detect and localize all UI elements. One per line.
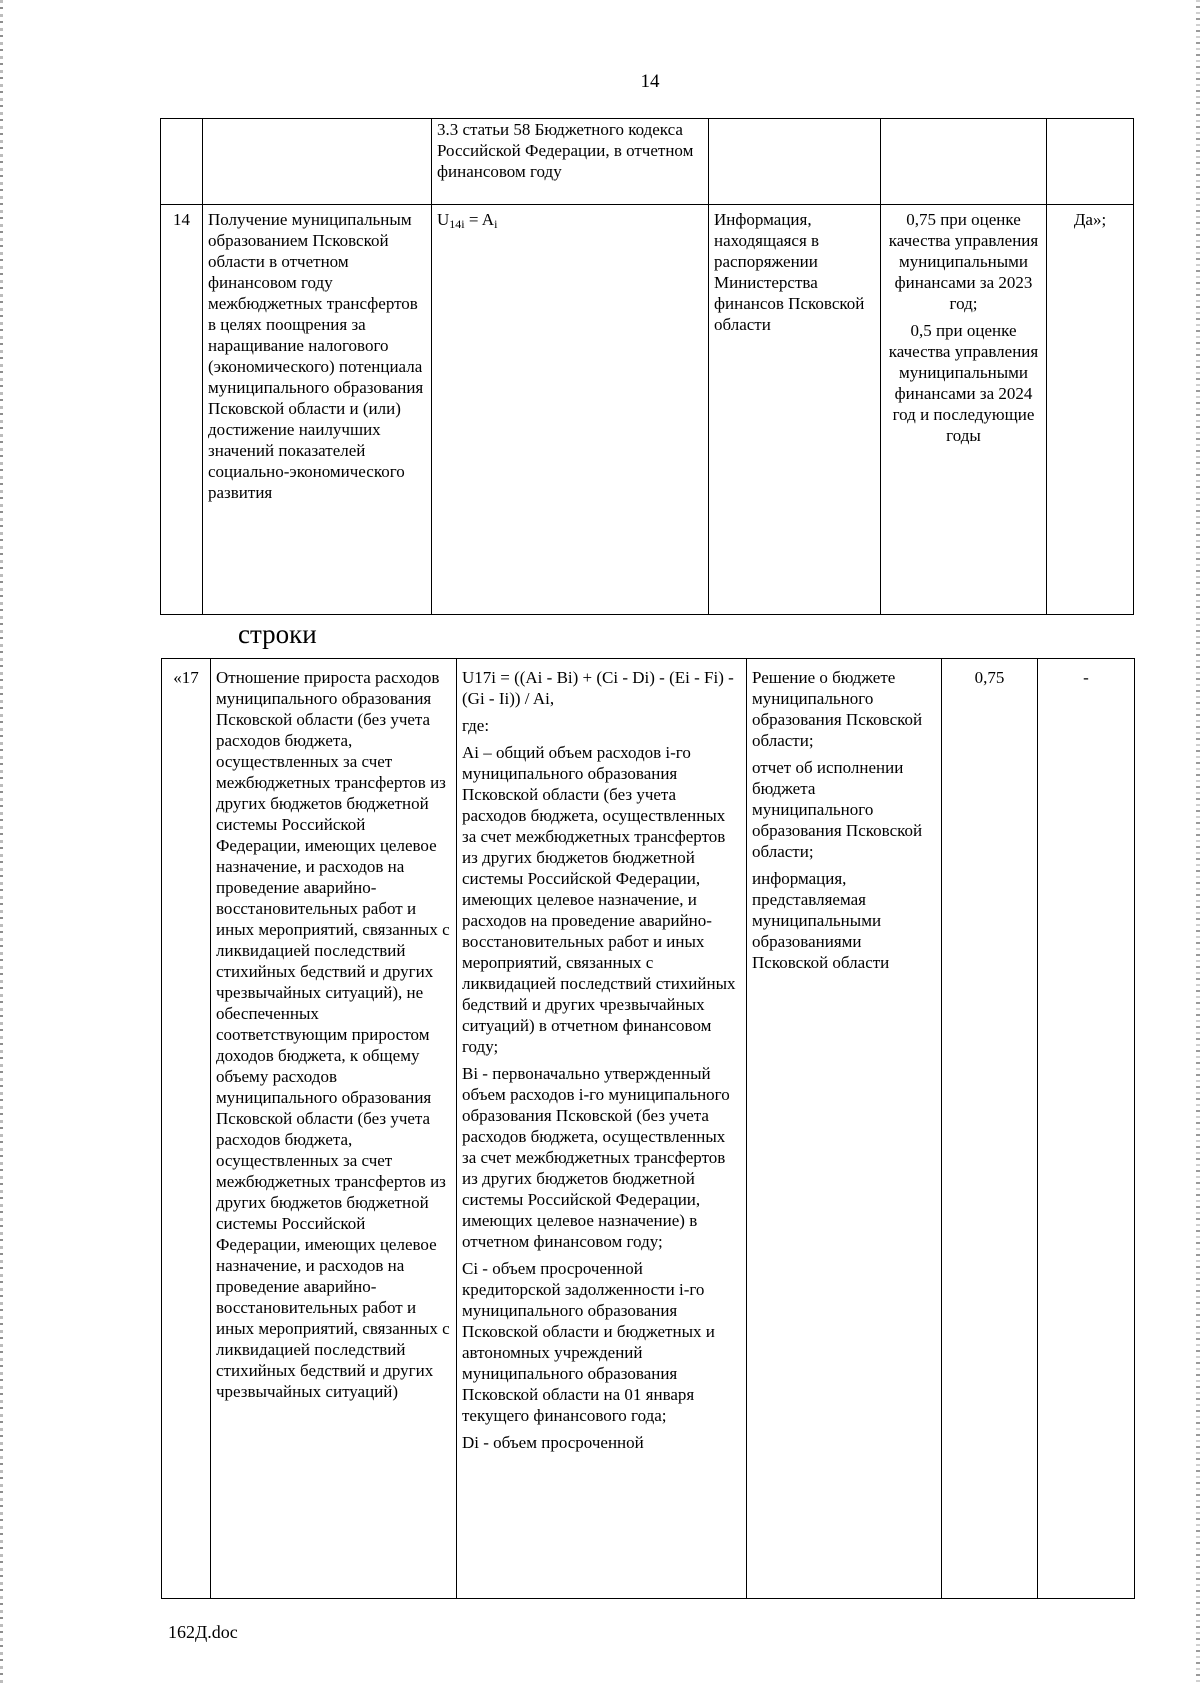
formula: U17i = ((Ai - Bi) + (Ci - Di) - (Ei - Fi) - (Gi - Ii)) / Ai,: [462, 668, 734, 708]
definition-c: Ci - объем просроченной кредиторской задолженности i-го муниципального образования Псковской области и бюджетных и автономных учреждений муниципального образования Псковской области на 01 января текущего финансового года;: [462, 1259, 715, 1425]
indicator-formula-cell: [457, 659, 747, 1599]
definition-b: Bi - первоначально утвержденный объем расходов i-го муниципального образования Псковской (без учета расходов бюджета, осуществленных за счет межбюджетных трансфертов из других бюджетов бюджетной системы Российской Федерации, имеющих целевое назначение) в отчетном финансовом году;: [462, 1064, 730, 1251]
criteria-table-continued: [160, 118, 1134, 615]
weight-2023: 0,75 при оценке качества управления муниципальными финансами за 2023 год;: [888, 210, 1039, 313]
num-cell: [161, 119, 203, 205]
weight-cell: [881, 205, 1047, 615]
description-cell: [203, 119, 432, 205]
weight-cell: 0,75: [942, 659, 1038, 1599]
criteria-table-new: [161, 658, 1135, 1599]
source-cell: [709, 119, 881, 205]
definition-d: Di - объем просроченной: [462, 1433, 644, 1452]
scan-edge-left: [0, 0, 3, 1686]
data-source: Информация, находящаяся в распоряжении Министерства финансов Псковской области: [709, 205, 881, 615]
formula-equals: = A: [464, 210, 495, 229]
table-row: [161, 205, 1134, 615]
definition-a: Ai – общий объем расходов i-го муниципального образования Псковской области (без учета расходов бюджета, осуществленных за счет межбюджетных трансфертов из других бюджетов бюджетной системы Российской Федерации, имеющих целевое назначение, и расходов на проведение аварийно-восстановительных работ и иных мероприятий, связанных с ликвидацией последствий стихийных бедствий и других чрезвычайных ситуаций) в отчетном финансовом году;: [462, 743, 736, 1056]
flag-cell: Да»;: [1047, 205, 1134, 615]
row-number: 14: [161, 205, 203, 615]
formula-subscript-2: i: [494, 217, 498, 231]
page-number: 14: [640, 71, 660, 92]
formula-symbol: U: [437, 210, 450, 229]
footer-filename: 162Д.doc: [168, 1622, 238, 1642]
flag-cell: -: [1038, 659, 1135, 1599]
indicator-description: Отношение прироста расходов муниципального образования Псковской области (без учета расходов бюджета, осуществленных за счет межбюджетных трансфертов из других бюджетов бюджетной системы Российской Федерации, имеющих целевое назначение, и расходов на проведение аварийно-восстановительных работ и иных мероприятий, связанных с ликвидацией последствий стихийных бедствий и других чрезвычайных ситуаций), не обеспеченных соответствующим приростом доходов бюджета, к общему объему расходов муниципального образования Псковской области (без учета расходов бюджета, осуществленных за счет межбюджетных трансфертов из других бюджетов бюджетной системы Российской Федерации, имеющих целевое назначение, и расходов на проведение аварийно-восстановительных работ и иных мероприятий, связанных с ликвидацией последствий стихийных бедствий и других чрезвычайных ситуаций): [211, 659, 457, 1599]
table-row: [162, 659, 1135, 1599]
indicator-formula: [432, 205, 709, 615]
formula-where: где:: [462, 716, 490, 735]
source-budget-decision: Решение о бюджете муниципального образования Псковской области;: [752, 668, 923, 750]
source-execution-report: отчет об исполнении бюджета муниципального образования Псковской области;: [752, 758, 923, 861]
formula-subscript: 14i: [449, 217, 465, 231]
formula-cell: 3.3 статьи 58 Бюджетного кодекса Российской Федерации, в отчетном финансовом году: [432, 119, 709, 205]
data-source-cell: [747, 659, 942, 1599]
flag-cell: [1047, 119, 1134, 205]
section-label: строки: [238, 619, 317, 649]
row-number: «17: [162, 659, 211, 1599]
indicator-description: Получение муниципальным образованием Псковской области в отчетном финансовом году межбюджетных трансфертов в целях поощрения за наращивание налогового (экономического) потенциала муниципального образования Псковской области и (или) достижение наилучших значений показателей социально-экономического развития: [203, 205, 432, 615]
weight-2024: 0,5 при оценке качества управления муниципальными финансами за 2024 год и последующие годы: [888, 321, 1039, 445]
weight-cell: [881, 119, 1047, 205]
scan-edge-right: [1196, 0, 1200, 1686]
table-row: [161, 119, 1134, 205]
source-municipal-info: информация, представляемая муниципальными образованиями Псковской области: [752, 869, 890, 972]
